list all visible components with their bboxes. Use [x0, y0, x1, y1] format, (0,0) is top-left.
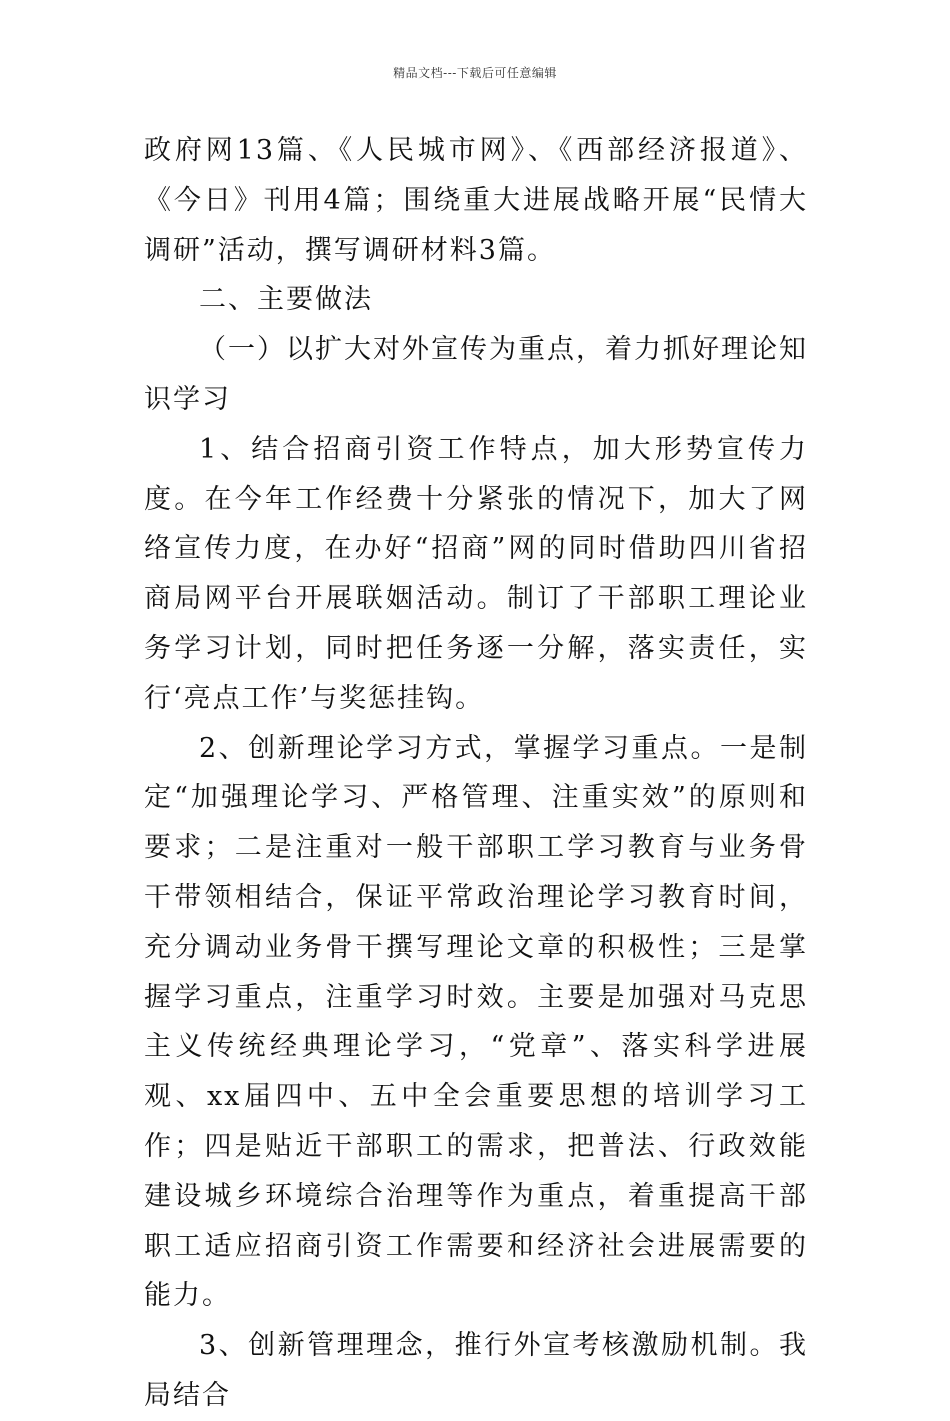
document-body — [144, 126, 808, 1421]
section-heading-main-practices: 二、主要做法 — [199, 284, 373, 316]
page-header: 精品文档---下载后可任意编辑 — [393, 66, 557, 80]
paragraph-item-3: 3、创新管理理念，推行外宣考核激励机制。我局结合 — [144, 1330, 808, 1411]
paragraph-continuation: 政府网13篇、《人民城市网》、《西部经济报道》、《今日》刊用4篇；围绕重大进展战略开展“民情大调研”活动，撰写调研材料3篇。 — [144, 135, 808, 266]
subsection-heading-1: （一）以扩大对外宣传为重点，着力抓好理论知识学习 — [144, 334, 808, 415]
paragraph-item-2: 2、创新理论学习方式，掌握学习重点。一是制定“加强理论学习、严格管理、注重实效”的原则和要求；二是注重对一般干部职工学习教育与业务骨干带领相结合，保证平常政治理论学习教育时间，充分调动业务骨干撰写理论文章的积极性；三是掌握学习重点，注重学习时效。主要是加强对马克思主义传统经典理论学习，“党章”、落实科学进展观、xx届四中、五中全会重要思想的培训学习工作；四是贴近干部职工的需求，把普法、行政效能建设城乡环境综合治理等作为重点，着重提高干部职工适应招商引资工作需要和经济社会进展需要的能力。 — [144, 732, 809, 1312]
paragraph-item-1: 1、结合招商引资工作特点，加大形势宣传力度。在今年工作经费十分紧张的情况下，加大了网络宣传力度，在办好“招商”网的同时借助四川省招商局网平台开展联姻活动。制订了干部职工理论业务学习计划，同时把任务逐一分解，落实责任，实行‘亮点工作’与奖惩挂钩。 — [144, 433, 808, 714]
